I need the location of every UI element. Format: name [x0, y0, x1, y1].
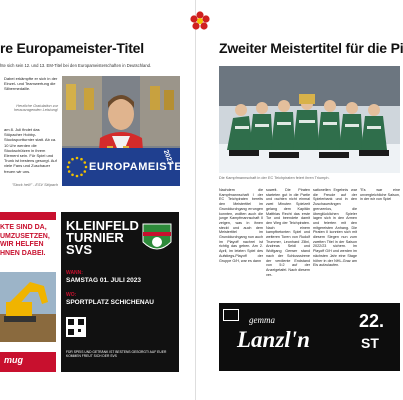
eu-stars-icon	[66, 156, 88, 178]
svs-crest-icon	[141, 222, 173, 256]
tournament-place: SPORTPLATZ SCHICHENAU	[66, 299, 154, 306]
construction-ad-headline: KTE SIND DA, UMZUSETZEN, WIR HELFEN HNEN DABEI.	[0, 224, 50, 257]
place-label: WO:	[66, 292, 77, 298]
tournament-date: SAMSTAG 01. JULI 2023	[66, 277, 142, 284]
tournament-title: KLEINFELD TURNIER SVS	[66, 218, 139, 257]
left-page	[0, 0, 196, 400]
article-column-3: sationellen Ergebnis war die Freude auf der Spielerbank und in den Zuschauerängen grenzenlos, die überglücklichen Spieler lagen sich in den Armen und feierten mit den mitgereisten Anhang. Die Piraten II konnten sich mit diesem Siegen nun zum zweiten Titel in der Saison 2022/23 sichern. Im Playoff G/H und werden im nächsten Jahr eine Stage höher in der NHL-Graz am Eis aufzulaufen.	[313, 188, 357, 268]
banner-year: 2023	[161, 148, 174, 167]
event-logo-icon	[223, 309, 239, 321]
tournament-ad	[61, 212, 179, 372]
article-column-4: "Es war eine unvergleichliche Saison, in der wir von Spiel	[360, 188, 400, 202]
left-article-title: re Europameister-Titel	[0, 40, 144, 56]
europameister-banner	[62, 148, 191, 186]
event-ad	[219, 303, 400, 371]
banner-label: EUROPAMEISTER	[89, 161, 191, 173]
right-page	[205, 0, 403, 400]
construction-ad-brand: mug	[4, 355, 23, 365]
construction-ad	[0, 212, 56, 372]
left-body-text: am 8. Juli findet das Stöpacher Hobby-Stocksportturnier statt. Ab ca. 10 Uhr werden die Stockschützen in ihrem Element sein. Für Spiel und Trunk ist bestens gesorgt. Auf viele Fans und Zuschauer freuen wir uns.	[4, 127, 57, 174]
event-ad-number: 22.	[359, 311, 385, 331]
left-intro-text: Dabei erkämpfte er sich in der Einzel- und Teamwertung die Silbermedaille.	[4, 76, 58, 92]
article-column-2: soweit. Die Piraten starteten gut in die Partie und rachten nicht einmal zwei Minuten Spielzeit gelang dem Kapitän Matthias Recht das erste Tor und beendete damit den Weg der Teichpiraten. Nach einem kampfbetonten Spiel und weiteren Toren von Rudolf Trummer, Leonhard Zillni, Andreas Seidl und Wolfgang Gerwer stand nach der Schlusssirene der verdiente Endstand von 5:2 auf der Anzeigetafel. Nach diesem ver-	[266, 188, 310, 277]
date-label: WANN:	[66, 270, 83, 276]
event-ad-brand: gemma	[249, 315, 275, 325]
qr-code-icon	[66, 317, 86, 337]
tournament-footer: FÜR SPEIS UND GETRÄNK IST BESTENS GESORGT! AUF EUER KOMMEN FREUT SICH DER SVS	[66, 350, 167, 359]
event-ad-st: ST	[361, 335, 379, 351]
article-column-1: Nachdem die Kampfmannschaft I der EC Teichpiraten bereits den Meistertitel im Grunddurchgang errungen konnten, wollten auch die junge Kampfmannschaft II zeigen, was in ihnen steckt und auch dem Meistertitel im Grunddurchgang nun auch im Playoff nachrei ist richtig das geben. Am 2. April, im letzten Spiel des Aufstiegs-Playoff der Gruppe G/H, war es dann	[219, 188, 263, 263]
event-ad-name: Lanzl'n	[237, 327, 310, 352]
left-article-subtitle: hte sich sein 12. und 13. EM-Titel bei den Europameisterschaften in Deutschland.	[0, 63, 152, 68]
quote-caption: Herzliche Gratulation zur herausragenden Leistung!	[13, 104, 58, 112]
flower-logo-icon	[190, 11, 210, 31]
athlete-photo	[62, 76, 191, 186]
hockey-team-photo	[219, 66, 400, 173]
excavator-image	[0, 272, 56, 342]
right-article-title: Zweiter Meistertitel für die Pi	[219, 40, 403, 56]
hockey-photo-caption: Die Kampfmannschaft in der EC Teichpiraten feiert ihren Triumph.	[219, 176, 330, 180]
closing-quote: "Stock heil!" - ESV Stöpach	[11, 183, 58, 187]
